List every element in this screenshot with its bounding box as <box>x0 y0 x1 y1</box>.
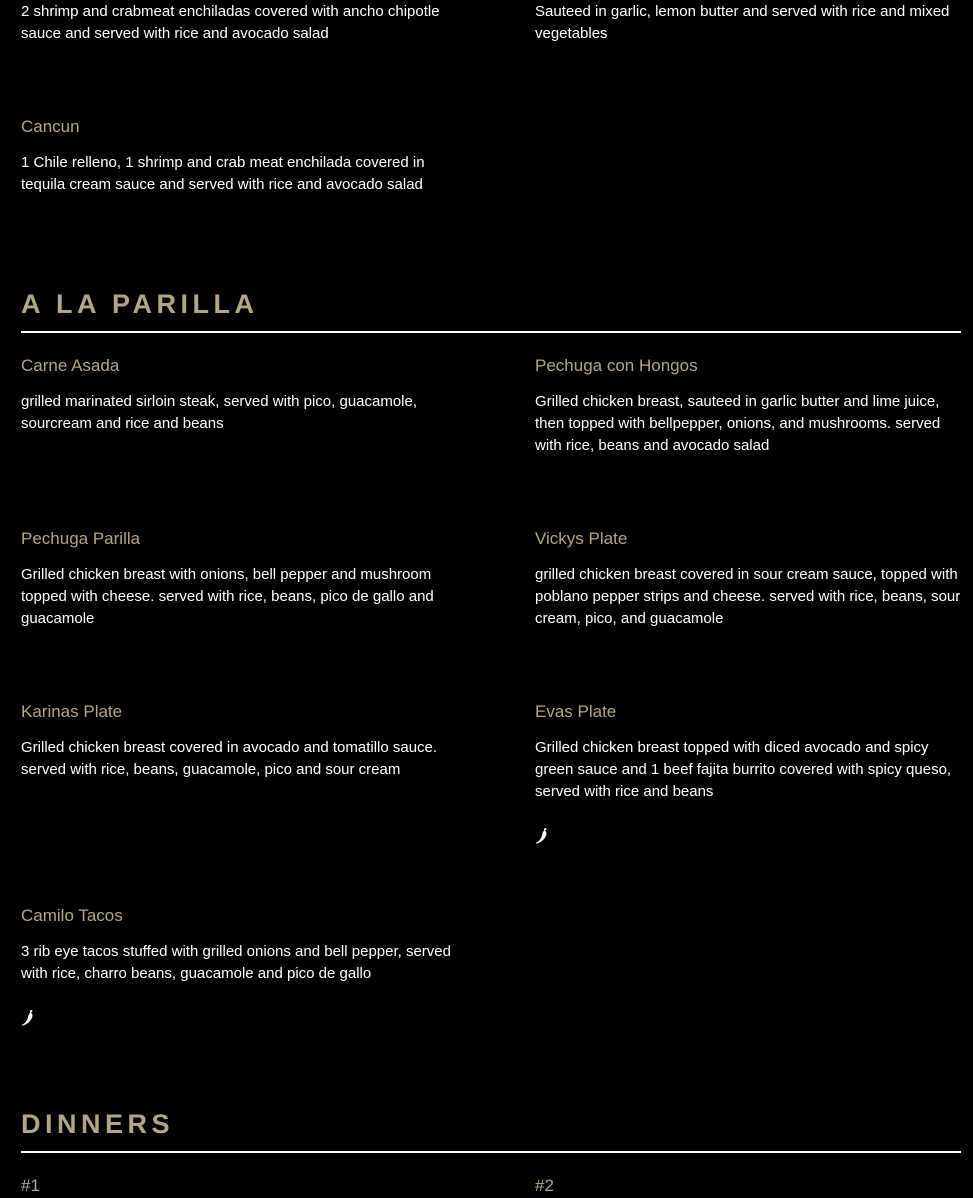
menu-item-description: 1 Chile relleno, 1 shrimp and crab meat enchilada covered in tequila cream sauce and served with rice and avocado salad <box>21 154 425 193</box>
menu-item-description: Sauteed in garlic, lemon butter and served with rice and mixed vegetables <box>535 3 950 42</box>
menu-item-name: Carne Asada <box>21 356 120 375</box>
menu-item-name: Camilo Tacos <box>21 906 123 925</box>
menu-item-description: Grilled chicken breast topped with diced avocado and spicy green sauce and 1 beef fajita burrito covered with spicy queso, served with rice and beans <box>535 739 952 800</box>
menu-item-name: Karinas Plate <box>21 702 123 721</box>
menu-item-name-cancun: Cancun <box>21 117 80 136</box>
section-divider <box>21 1151 961 1153</box>
menu-item-description: Grilled chicken breast covered in avocado and tomatillo sauce. served with rice, beans, guacamole, pico and sour cream <box>21 739 438 778</box>
menu-item-description: Grilled chicken breast with onions, bell pepper and mushroom topped with cheese. served with rice, beans, pico de gallo and guacamole <box>21 566 434 627</box>
menu-item-name: Vickys Plate <box>535 529 628 548</box>
menu-item-name: Evas Plate <box>535 702 617 721</box>
menu-item-name: #1 <box>21 1176 40 1195</box>
chili-pepper-icon <box>535 827 549 845</box>
menu-item-description: grilled marinated sirloin steak, served with pico, guacamole, sourcream and rice and beans <box>21 393 418 432</box>
menu-item-name: Pechuga con Hongos <box>535 356 698 375</box>
menu-item-description: Grilled chicken breast, sauteed in garlic butter and lime juice, then topped with bellpepper, onions, and mushrooms. served with rice, beans and avocado salad <box>535 393 941 454</box>
menu-item-name: Pechuga Parilla <box>21 529 141 548</box>
menu-item-description: 3 rib eye tacos stuffed with grilled onions and bell pepper, served with rice, charro beans, guacamole and pico de gallo <box>21 943 451 982</box>
menu-item-description: grilled chicken breast covered in sour cream sauce, topped with poblano pepper strips and cheese. served with rice, beans, sour cream, pico, and guacamole <box>535 566 961 627</box>
chili-pepper-icon <box>21 1009 35 1027</box>
section-title-dinners: DINNERS <box>21 1109 175 1139</box>
menu-item-name: #2 <box>535 1176 554 1195</box>
section-title-a-la-parilla: A LA PARILLA <box>21 289 259 319</box>
menu-item-description: 2 shrimp and crabmeat enchiladas covered with ancho chipotle sauce and served with rice and avocado salad <box>21 3 440 42</box>
section-divider <box>21 331 961 333</box>
